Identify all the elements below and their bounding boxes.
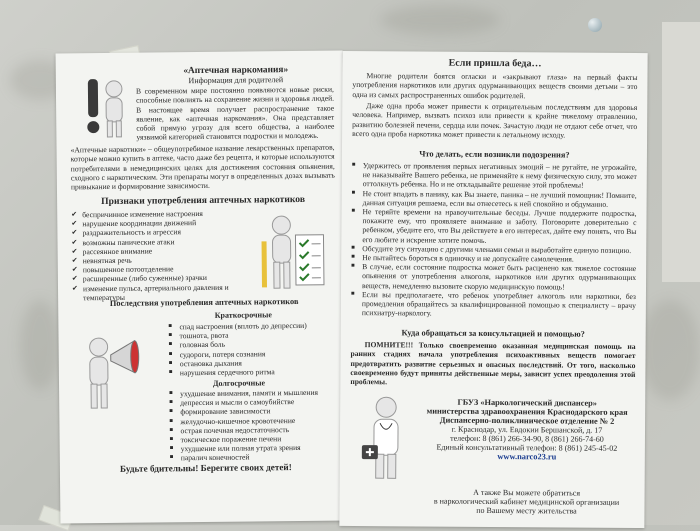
list-item: ■ Не пытайтесь бороться в одиночку и не допускайте самолечения. — [351, 253, 636, 264]
list-item: ✔ раздражительность и агрессия — [71, 227, 261, 238]
person-megaphone-figure — [76, 333, 147, 412]
list-item: ■ формирование зависимости — [169, 406, 341, 417]
definition-text: «Аптечные наркотики» – общеупотребимое название лекарственных препаратов, которые можно купить в аптеке, часто даже без рецепта, и которые используются потребителями в немедицинских целях для достижения состояния опьянения, сходного с наркотическим. Эти препараты могут в определенных дозах вызывать привыкание и формирование зависимости. — [71, 143, 335, 192]
list-item: ■ ухудшение или полная утрата зрения — [170, 443, 342, 454]
list-item: ✔ возможны панические атаки — [71, 236, 261, 247]
signs-heading: Признаки употребления аптечных наркотиков — [71, 194, 335, 208]
list-item: ✔ повышенное потоотделение — [72, 264, 262, 275]
phones-text: телефон: 8 (861) 266-34-90, 8 (861) 266-74-60 — [416, 433, 638, 444]
list-item: ✔ беспричинное изменение настроения — [71, 208, 261, 219]
long-term-heading: Долгосрочные — [189, 378, 289, 388]
list-item: ■ токсическое поражение печени — [170, 434, 342, 445]
consequences-heading: Последствия употребления аптечных наркотиков — [72, 297, 336, 309]
list-item: ■ остановка дыхания — [169, 357, 339, 368]
final-line-1: А также Вы можете обратиться — [416, 487, 638, 498]
website-link[interactable]: www.narco23.ru — [416, 451, 638, 462]
steps-list — [351, 161, 637, 319]
list-item: ■ головная боль — [169, 339, 339, 350]
list-item: ■ судороги, потеря сознания — [169, 348, 339, 359]
list-item: ■ Обсудите эту ситуацию с другими членами семьи и выработайте единую позицию. — [351, 244, 636, 255]
hotline-text: Единый консультативный телефон: 8 (861) 245-45-02 — [416, 442, 638, 453]
list-item: ■ Не теряйте времени на нравоучительные беседы. Лучше поддержите подростка, покажите ему, что проявляете внимание и заботу. Поговорите доверительно с ребенком, убедите его, что Вы действуете в его интересах, дайте ему понять, что Вы его любите и искренне хотите помочь. — [351, 207, 636, 246]
list-item: ■ Если вы предполагаете, что ребенок употребляет алкоголь или наркотики, без промедления обращайтесь за квалифицированной помощью к специалисту – врачу психиатру-наркологу. — [351, 290, 636, 320]
remember-text: ПОМНИТЕ!!! Только своевременно оказанная медицинская помощь на ранних стадиях начала употребления психоактивных веществ помогает предотвратить развитие серьезных и опасных последствий. От того, насколько своевременно будут приняты действенные меры, зависит успех преодоления этой проблемы. — [350, 340, 635, 388]
person-exclamation-figure — [84, 73, 133, 141]
right-title: Если пришла беда… — [353, 57, 638, 70]
signs-list — [71, 208, 262, 302]
department-name: Диспансерно-поликлиническое отделение № 2 — [416, 415, 638, 426]
list-item: ■ Удержитесь от проявления первых негативных эмоций – не ругайте, не угрожайте, не наказывайте Вашего ребенка, не применяйте к нему физическую силу, это может оттолкнуть ребенка. Но и не откладывайте решение этой проблемы! — [352, 161, 637, 191]
long-term-list — [169, 388, 342, 463]
list-item: ■ паралич конечностей — [170, 452, 342, 463]
list-item: ■ желудочно-кишечное кровотечение — [169, 415, 341, 426]
list-item: ■ ухудшение внимания, памяти и мышления — [169, 388, 341, 399]
right-paragraph-2: Даже одна проба может привести к отрицательным последствиям для здоровья человека. Например, вызвать психоз или привести к крайне тяжелому отравлению, развитию болезней печени, сердца или почек. Зачастую люди не отдают себе отчет, что всего одна проба наркотика может привести к летальному исходу. — [352, 101, 637, 140]
ministry-name: министерства здравоохранения Краснодарского края — [416, 406, 638, 417]
list-item: ✔ невнятная речь — [72, 254, 262, 265]
list-item: ■ спад настроения (вплоть до депрессии) — [168, 321, 338, 332]
doctor-figure — [358, 393, 415, 483]
leaflet-right — [339, 51, 647, 528]
org-name: ГБУЗ «Наркологический диспансер» — [416, 397, 638, 408]
list-item: ■ Не стоит впадать в панику, как Вы знаете, паника – не лучший помощник! Помните, данная ситуация решаема, если вы отнесетесь к ней спокойно и обдуманно. — [352, 189, 637, 209]
final-line-2: в наркологический кабинет медицинской организации — [415, 496, 637, 507]
list-item: ✔ изменение пульса, артериального давления и температуры — [72, 282, 262, 302]
list-item: ■ тошнота, рвота — [168, 330, 338, 341]
consult-heading: Куда обращаться за консультацией и помощью? — [351, 328, 636, 339]
list-item: ■ нарушения сердечного ритма — [169, 367, 339, 378]
right-paragraph-1: Многие родители боятся огласки и «закрывают глаза» на первый факты употребления наркотиков или других одурманивающих веществ своими детьми – это одна из самых распространенных ошибок родителей. — [352, 71, 637, 101]
list-item: ■ В случае, если состояние подростка может быть расценено как тяжелое состояние опьянения от употребления алкоголя, наркотиков или других одурманивающих веществ, немедленно вызовите скорую медицинскую помощь! — [351, 262, 636, 292]
list-item: ■ депрессия и мысли о самоубийстве — [169, 397, 341, 408]
partial-poster-right — [662, 22, 700, 282]
intro-text: В современном мире постоянно появляются новые риски, способные повлиять на сохранение жизни и здоровья людей. В настоящее время получает распространение такое явление, как «аптечная наркомания». Она представляет собой прямую угрозу для всего общества, а наиболее уязвимой категорией становятся подростки и молодежь. — [136, 85, 335, 143]
leaflet-subtitle: Информация для родителей — [136, 75, 336, 86]
final-line-3: по Вашему месту жительства — [415, 505, 637, 516]
short-term-heading: Краткосрочные — [188, 310, 298, 320]
what-to-do-heading: Что делать, если возникли подозрения? — [352, 149, 637, 160]
list-item: ✔ расширенные (либо суженные) зрачки — [72, 273, 262, 284]
pin-icon — [588, 18, 602, 32]
leaflet-title: «Аптечная наркомания» — [136, 65, 336, 77]
list-item: ✔ рассеянное внимание — [72, 245, 262, 256]
person-checklist-figure — [257, 211, 330, 294]
list-item: ✔ нарушение координации движений — [71, 218, 261, 229]
leaflet-left — [56, 51, 348, 524]
leaflet-footer: Будьте бдительны! Берегите своих детей! — [74, 462, 338, 475]
list-item: ■ острая почечная недостаточность — [169, 424, 341, 435]
short-term-list — [168, 321, 339, 378]
address-text: г. Краснодар, ул. Евдокии Бершанской, д. 17 — [416, 424, 638, 435]
